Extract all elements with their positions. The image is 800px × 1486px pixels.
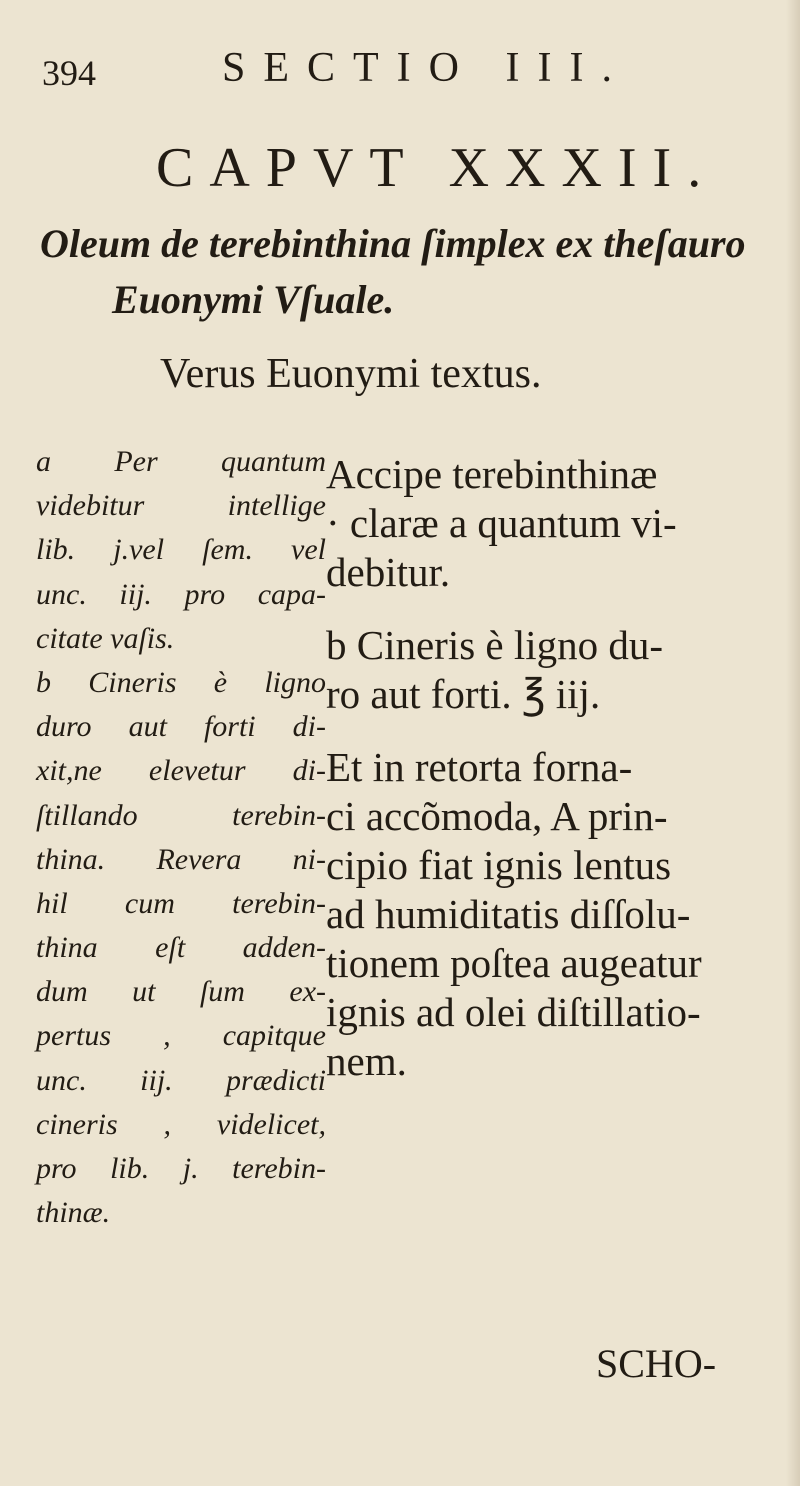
paragraph-gap — [326, 719, 766, 743]
note-line: citate vaſis. — [36, 621, 175, 655]
text-line: b Cineris è ligno du- — [326, 622, 664, 668]
text-line: Et in retorta forna- — [326, 744, 633, 790]
note-line: thinæ. — [36, 1196, 111, 1230]
text-line: ci accõmoda, A prin- — [326, 793, 668, 839]
chapter-heading: CAPVT XXXII. — [156, 137, 718, 199]
page-number: 394 — [42, 53, 96, 93]
note-line: b Cineris è ligno — [36, 665, 326, 699]
text-line: ignis ad olei diſtillatio- — [326, 989, 701, 1035]
catchword: SCHO- — [596, 1341, 717, 1386]
note-line: hil cum terebin- — [36, 886, 326, 920]
note-line: unc. iij. prædicti — [36, 1063, 326, 1097]
note-line: xit,ne elevetur di- — [36, 754, 326, 788]
note-line: ſtillando terebin- — [36, 798, 326, 832]
note-line: thina eſt adden- — [36, 931, 326, 965]
subheading: Verus Euonymi textus. — [160, 351, 542, 397]
text-line: ro aut forti. ℥ iij. — [326, 671, 601, 717]
note-line: pro lib. j. terebin- — [36, 1152, 326, 1185]
note-line: unc. iij. pro capa- — [36, 577, 326, 611]
running-head: SECTIO III. — [222, 45, 630, 91]
text-line: nem. — [326, 1038, 407, 1084]
marginal-notes — [36, 440, 326, 1235]
title-line-1: Oleum de terebinthina ſimplex ex theſauro — [40, 221, 746, 266]
text-line: Accipe terebinthinæ — [326, 451, 658, 497]
note-line: a Per quantum — [36, 445, 326, 478]
text-line: debitur. — [326, 549, 451, 595]
note-line: pertus , capitque — [36, 1019, 326, 1053]
text-line: cipio fiat ignis lentus — [326, 842, 672, 888]
note-line: cineris , videlicet, — [36, 1107, 326, 1141]
title-line-2: Euonymi Vſuale. — [112, 277, 395, 322]
paragraph-gap — [326, 597, 766, 621]
text-line: · claræ a quantum vi- — [326, 500, 677, 546]
note-line: videbitur intellige — [36, 489, 326, 523]
note-line: dum ut ſum ex- — [36, 975, 326, 1009]
text-line: ad humiditatis diſſolu- — [326, 891, 691, 937]
note-line: thina. Revera ni- — [36, 842, 326, 876]
page-edge-shadow — [786, 0, 800, 1486]
note-line: duro aut forti di- — [36, 710, 326, 744]
main-text — [326, 450, 766, 1086]
text-line: tionem poſtea augeatur — [326, 940, 702, 986]
note-line: lib. j.vel ſem. vel — [36, 533, 326, 567]
